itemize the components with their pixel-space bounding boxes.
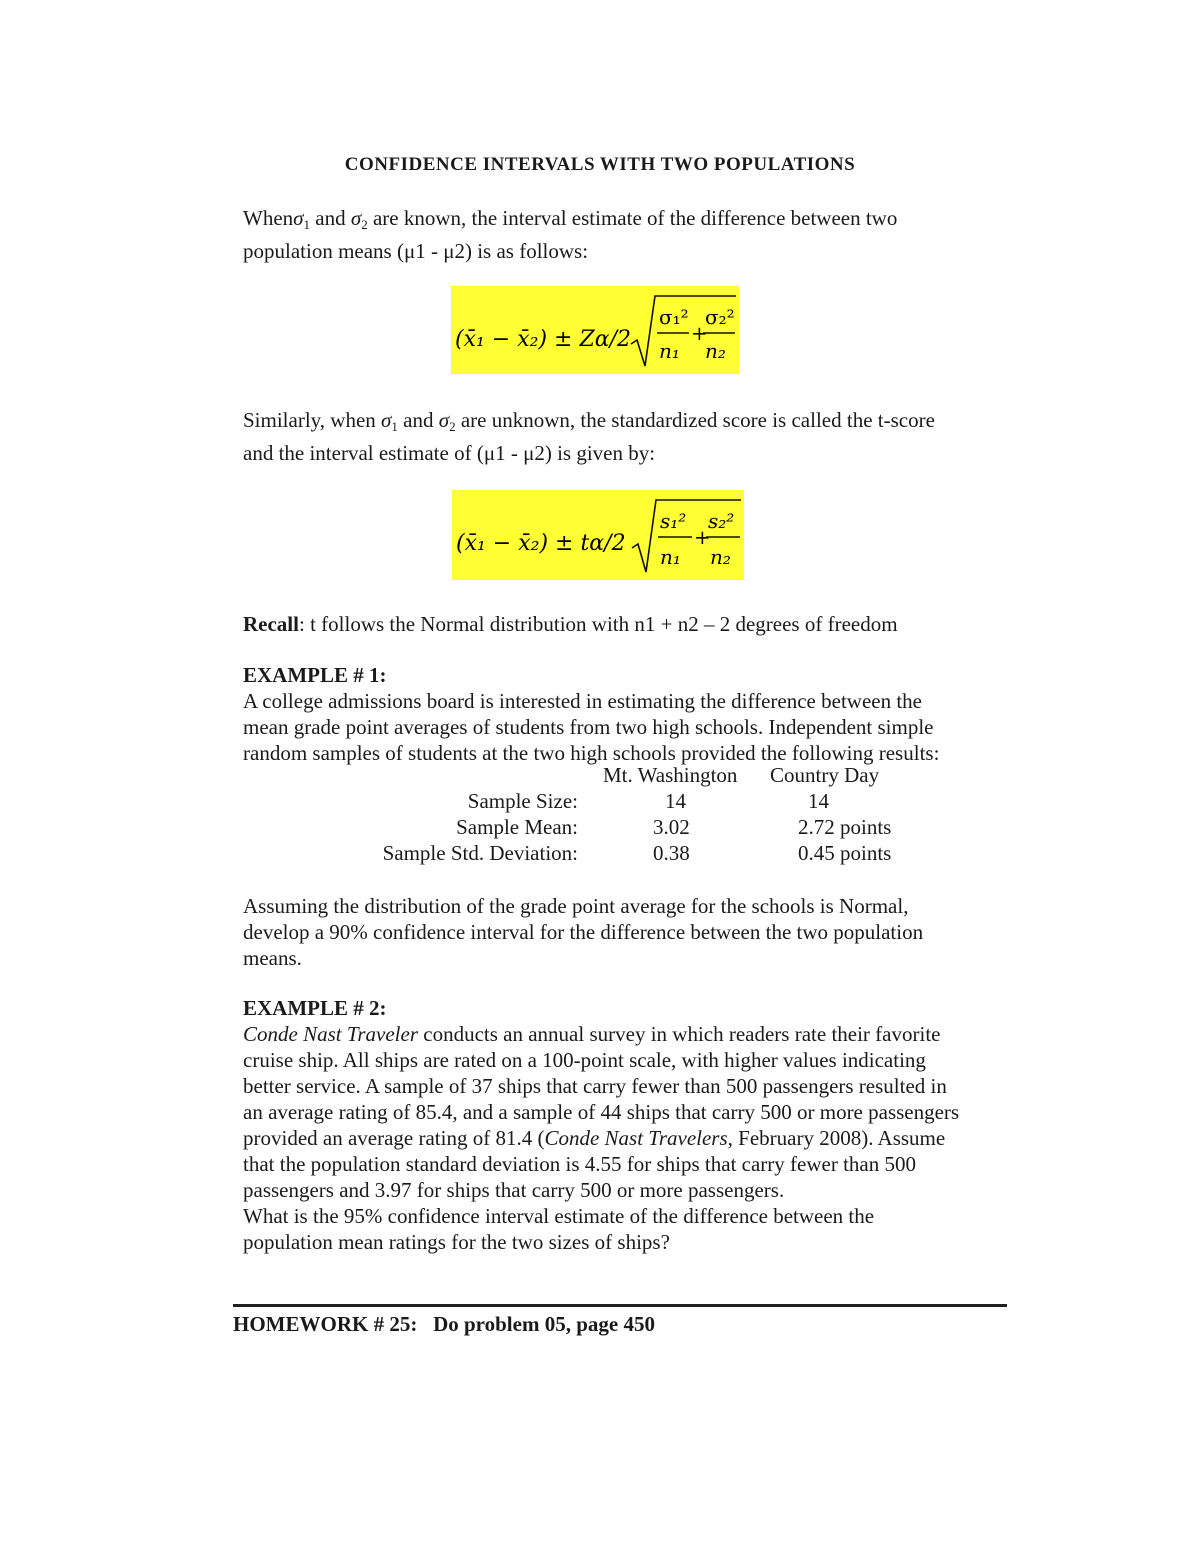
recall-line (243, 611, 1003, 637)
intro-text: are known, the interval estimate of the difference between two (372, 206, 898, 230)
table-row (243, 814, 1003, 840)
example2-title: EXAMPLE # 2: (243, 996, 387, 1020)
example1-body (243, 688, 1003, 766)
example2-heading (243, 995, 1003, 1021)
row-label: Sample Size: (467, 789, 578, 813)
formula-z-num2: σ₂² (705, 305, 735, 329)
example2-text: provided an average rating of 81.4 ( (243, 1126, 545, 1150)
subscript: 2 (361, 217, 368, 232)
subscript: 1 (303, 217, 311, 232)
recall-label: Recall (243, 612, 299, 636)
sigma-symbol: σ (350, 206, 362, 230)
row-label: Sample Std. Deviation: (382, 841, 578, 865)
cell-value: 0.45 points (798, 841, 892, 865)
formula-z-num1: σ₁² (659, 305, 689, 329)
example1-title: EXAMPLE # 1: (243, 663, 387, 687)
cell-value: 14 (808, 789, 829, 813)
intro-paragraph (243, 205, 1003, 264)
table-row (243, 840, 1003, 866)
example2-line: What is the 95% confidence interval estimate of the difference between the (243, 1204, 875, 1228)
formula-t-highlight (452, 490, 744, 580)
homework-text: Do problem 05, page 450 (433, 1312, 655, 1336)
column-header: Mt. Washington (603, 763, 738, 787)
column-header: Country Day (770, 763, 880, 787)
similarly-line2: and the interval estimate of (μ1 - μ2) is given by: (243, 441, 656, 465)
example2-line (243, 1125, 1003, 1151)
example1-line: A college admissions board is interested in estimating the difference between the (243, 689, 922, 713)
similarly-paragraph (243, 407, 1003, 466)
sigma-symbol: σ (381, 408, 392, 432)
example2-body (243, 1021, 1003, 1255)
example2-line: cruise ship. All ships are rated on a 100-point scale, with higher values indicating (243, 1048, 926, 1072)
example1-line: random samples of students at the two high schools provided the following results: (243, 741, 940, 765)
example2-line (243, 1021, 1003, 1047)
example2-text: , February 2008). Assume (727, 1126, 946, 1150)
example2-line: an average rating of 85.4, and a sample of 44 ships that carry 500 or more passengers (243, 1100, 960, 1124)
sigma-symbol: σ (438, 408, 450, 432)
recall-text: : t follows the Normal distribution with n1 + n2 – 2 degrees of freedom (298, 612, 898, 636)
formula-z-den2: n₂ (705, 339, 726, 363)
similarly-and: and (403, 408, 434, 432)
plus-sign: + (691, 321, 708, 345)
example2-line: population mean ratings for the two sizes of ships? (243, 1230, 670, 1254)
divider-rule (233, 1304, 1007, 1307)
example2-line: passengers and 3.97 for ships that carry 500 or more passengers. (243, 1178, 785, 1202)
formula-t-num1: s₁² (660, 509, 687, 533)
formula-t (452, 490, 744, 580)
question-line: Assuming the distribution of the grade point average for the schools is Normal, (243, 894, 909, 918)
question-line: develop a 90% confidence interval for the difference between the two population (243, 920, 924, 944)
homework-label: HOMEWORK # 25: (233, 1312, 418, 1336)
table-row (243, 788, 1003, 814)
formula-t-den2: n₂ (710, 545, 731, 569)
formula-z (451, 286, 739, 374)
homework-line (233, 1311, 655, 1337)
formula-z-left: (x̄₁ − x̄₂) ± Zα/2 (455, 327, 632, 352)
formula-t-num2: s₂² (708, 509, 735, 533)
cell-value: 3.02 (653, 815, 690, 839)
example1-question (243, 893, 1003, 971)
formula-z-den1: n₁ (659, 339, 680, 363)
formula-t-left: (x̄₁ − x̄₂) ± tα/2 (456, 531, 626, 556)
example1-table (243, 762, 1003, 866)
example1-line: mean grade point averages of students from two high schools. Independent simple (243, 715, 934, 739)
formula-t-den1: n₁ (660, 545, 681, 569)
subscript: 2 (449, 419, 456, 434)
intro-line2: population means (μ1 - μ2) is as follows: (243, 239, 589, 263)
intro-when: When (243, 206, 294, 230)
example2-line: better service. A sample of 37 ships that carry fewer than 500 passengers resulted in (243, 1074, 947, 1098)
plus-sign: + (694, 525, 711, 549)
subscript: 1 (391, 419, 398, 434)
example1-heading (243, 662, 1003, 688)
cell-value: 2.72 points (798, 815, 892, 839)
question-line: means. (243, 946, 302, 970)
cell-value: 0.38 (653, 841, 690, 865)
publication-name: Conde Nast Traveler (243, 1022, 419, 1046)
publication-name: Conde Nast Travelers (544, 1126, 728, 1150)
example2-text: conducts an annual survey in which readers rate their favorite (418, 1022, 941, 1046)
intro-and: and (315, 206, 346, 230)
sigma-symbol: σ (293, 206, 304, 230)
cell-value: 14 (665, 789, 686, 813)
similarly-text: Similarly, when (243, 408, 376, 432)
example2-line: that the population standard deviation is 4.55 for ships that carry fewer than 500 (243, 1152, 916, 1176)
table-header-row (243, 762, 1003, 788)
row-label: Sample Mean: (456, 815, 578, 839)
similarly-text-after: are unknown, the standardized score is called the t-score (460, 408, 935, 432)
page-title: CONFIDENCE INTERVALS WITH TWO POPULATIONS (344, 154, 856, 175)
formula-z-highlight (451, 286, 739, 374)
